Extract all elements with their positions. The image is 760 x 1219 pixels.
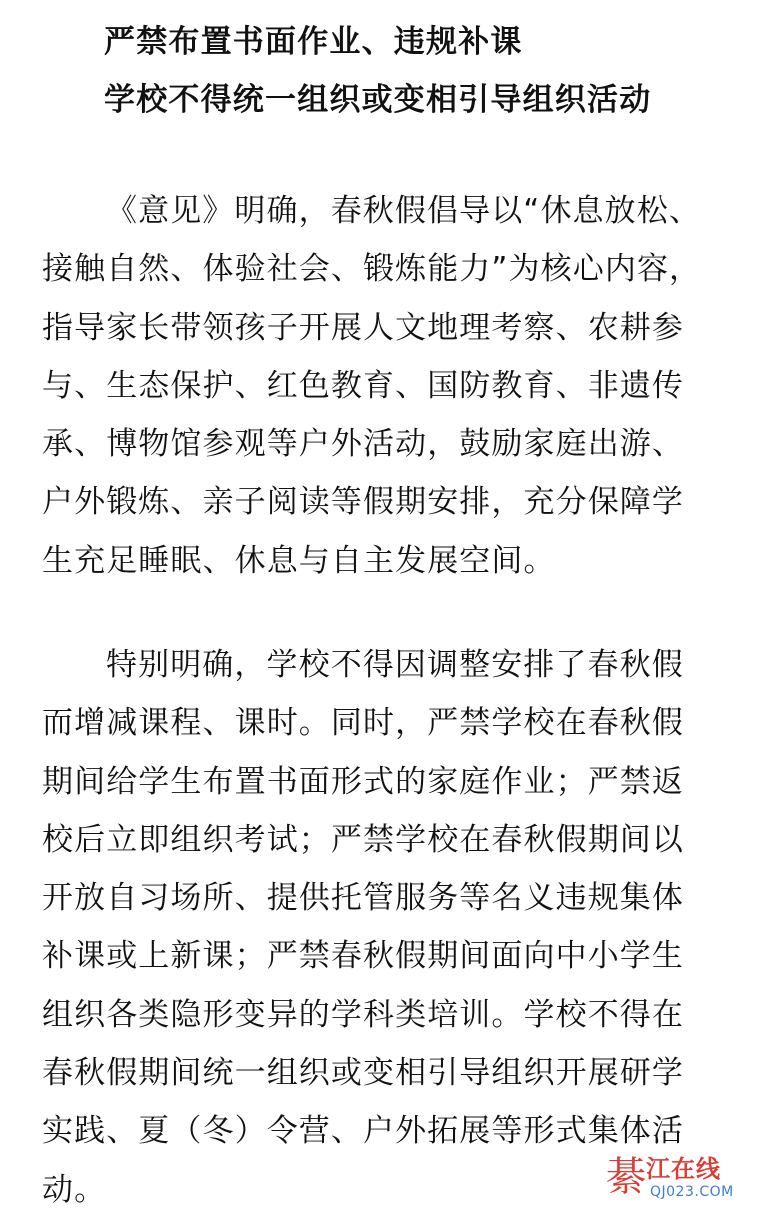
headline-line-1: 严禁布置书面作业、违规补课 bbox=[104, 24, 523, 60]
paragraph-line: 承、博物馆参观等户外活动，鼓励家庭出游、 bbox=[42, 426, 684, 463]
watermark-logo-char: 綦 bbox=[606, 1154, 646, 1200]
paragraph-line: 期间给学生布置书面形式的家庭作业；严禁返 bbox=[42, 763, 684, 800]
paragraph-line: 补课或上新课；严禁春秋假期间面向中小学生 bbox=[42, 938, 684, 975]
paragraph-line: 校后立即组织考试；严禁学校在春秋假期间以 bbox=[42, 821, 684, 858]
paragraph-line: 生充足睡眠、休息与自主发展空间。 bbox=[42, 542, 556, 579]
site-watermark-logo bbox=[606, 1153, 752, 1205]
paragraph-2 bbox=[42, 636, 722, 1219]
watermark-site-url: QJ023.COM bbox=[650, 1184, 734, 1200]
paragraph-line: 指导家长带领孩子开展人文地理考察、农耕参 bbox=[42, 309, 684, 346]
paragraph-line: 与、生态保护、红色教育、国防教育、非遗传 bbox=[42, 367, 684, 404]
paragraph-line: 户外锻炼、亲子阅读等假期安排，充分保障学 bbox=[42, 484, 684, 521]
paragraph-line: 实践、夏（冬）令营、户外拓展等形式集体活 bbox=[42, 1113, 684, 1150]
paragraph-1 bbox=[42, 182, 722, 590]
watermark-site-name: 江在线 bbox=[646, 1155, 721, 1183]
paragraph-line: 动。 bbox=[42, 1171, 107, 1208]
headline-line-2: 学校不得统一组织或变相引导组织活动 bbox=[104, 82, 652, 118]
paragraph-line: 接触自然、体验社会、锻炼能力”为核心内容， bbox=[42, 251, 702, 288]
paragraph-line: 特别明确，学校不得因调整安排了春秋假 bbox=[106, 647, 684, 683]
paragraph-line: 《意见》明确，春秋假倡导以“休息放松、 bbox=[106, 193, 701, 229]
paragraph-line: 开放自习场所、提供托管服务等名义违规集体 bbox=[42, 880, 684, 917]
paragraph-line: 而增减课程、课时。同时，严禁学校在春秋假 bbox=[42, 705, 684, 742]
paragraph-line: 春秋假期间统一组织或变相引导组织开展研学 bbox=[42, 1055, 684, 1092]
paragraph-line: 组织各类隐形变异的学科类培训。学校不得在 bbox=[42, 996, 684, 1033]
